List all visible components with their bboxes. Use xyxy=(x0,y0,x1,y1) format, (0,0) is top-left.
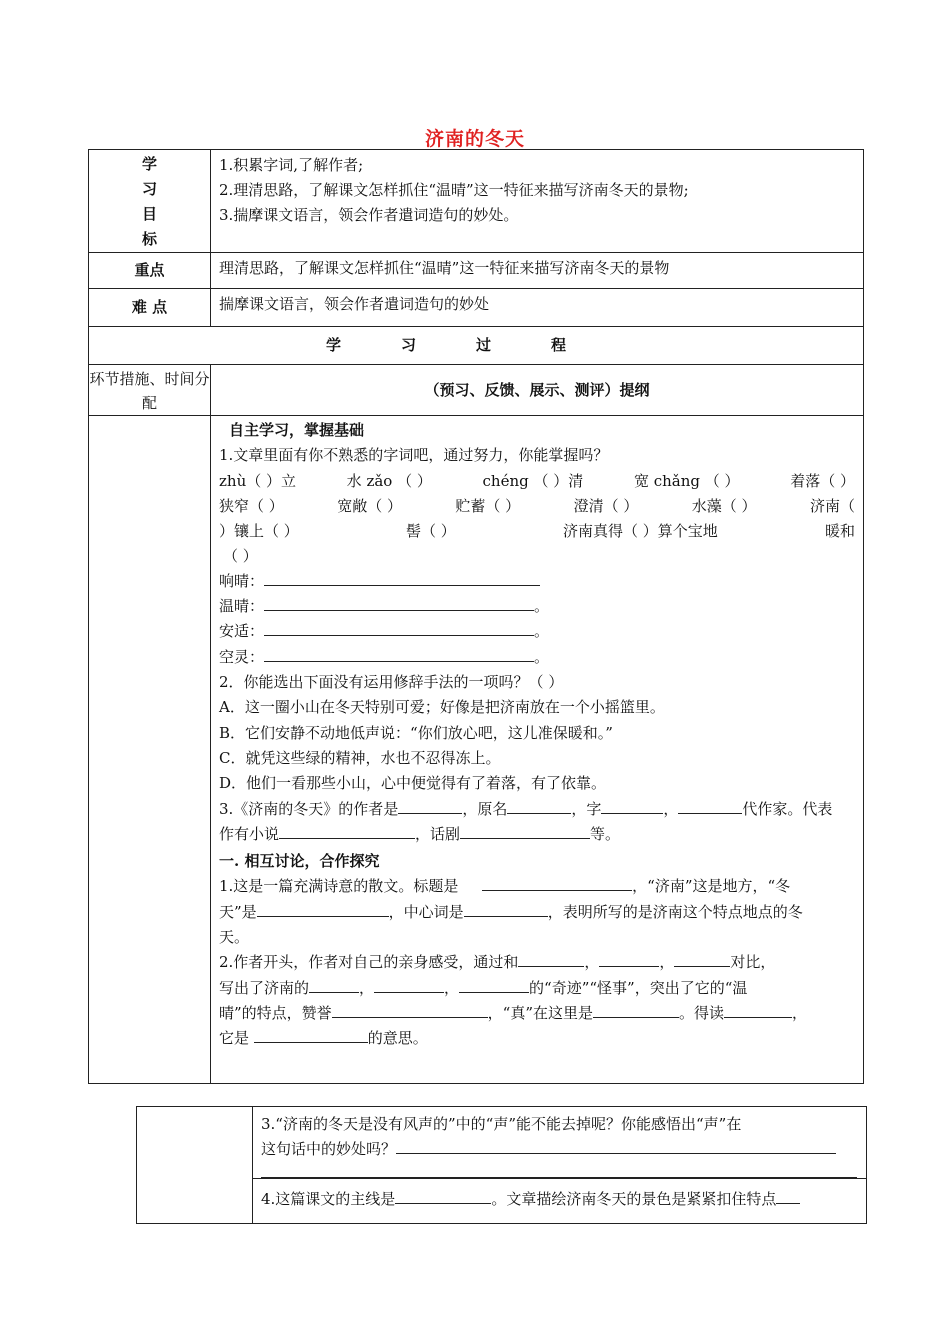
q-text: 。得读 xyxy=(679,1003,725,1022)
answer-blank[interactable] xyxy=(459,976,529,993)
character-item: 水藻（ ） xyxy=(691,496,757,515)
q-text: 的意思。 xyxy=(367,1029,428,1048)
word-label: 响晴： xyxy=(219,571,265,590)
word-label: 空灵： xyxy=(219,647,265,666)
pinyin-row xyxy=(219,469,855,494)
answer-blank[interactable] xyxy=(264,569,540,586)
character-item: 暖和 xyxy=(824,521,855,540)
q3-text: ，字 xyxy=(571,799,602,818)
page2-q3-cont xyxy=(261,1137,858,1162)
goal-item: 1.积累字词,了解作者; xyxy=(219,156,364,174)
page2-q3: 3.“济南的冬天是没有风声的”中的“声”能不能去掉呢？你能感悟出“声”在 xyxy=(261,1115,742,1133)
q3-text: ，原名 xyxy=(462,799,508,818)
goals-label-char: 标 xyxy=(141,230,157,248)
word-meaning-line: 温晴： 。 xyxy=(219,594,855,619)
q3-text: ，话剧 xyxy=(415,824,461,843)
answer-blank[interactable] xyxy=(264,619,534,636)
q-text: 的“奇迹”“怪事”，突出了它的“温 xyxy=(529,978,748,997)
q3-text: 3.《济南的冬天》的作者是 xyxy=(219,799,399,818)
character-item: ）镶上（ ） xyxy=(219,521,299,540)
column-right-header: （预习、反馈、展示、测评）提纲 xyxy=(211,365,864,416)
left-empty-cell xyxy=(137,1107,253,1224)
continued-table xyxy=(136,1106,867,1224)
q-text: ，表明所写的是济南这个特点地点的冬 xyxy=(547,902,803,921)
left-empty-cell xyxy=(89,416,211,1084)
goals-content xyxy=(211,150,864,253)
discussion-q2: 2.作者开头，作者对自己的亲身感受，通过和 ， ， 对比， xyxy=(219,950,855,975)
answer-blank[interactable] xyxy=(507,797,571,814)
goal-item: 2.理清思路，了解课文怎样抓住“温晴”这一特征来描写济南冬天的景物; xyxy=(219,181,689,199)
answer-blank[interactable] xyxy=(309,976,359,993)
section-heading: 自主学习，掌握基础 xyxy=(229,421,365,439)
answer-blank[interactable] xyxy=(464,900,548,917)
pinyin-item: 宽 chǎng （ ） xyxy=(633,471,740,490)
character-row xyxy=(219,494,855,519)
q-text: 1.这是一篇充满诗意的散文。标题是 xyxy=(219,877,459,896)
q-text: ，“济南”这是地方，“冬 xyxy=(632,877,791,896)
character-item: 宽敞（ ） xyxy=(337,496,402,515)
process-title: 学习过程 xyxy=(89,327,864,365)
goals-label-char: 学 xyxy=(141,155,157,173)
answer-blank[interactable] xyxy=(374,976,444,993)
word-meaning-line xyxy=(219,569,855,594)
answer-blank[interactable] xyxy=(395,1187,491,1204)
goal-item: 3.揣摩课文语言，领会作者遣词造句的妙处。 xyxy=(219,206,519,224)
pinyin-item: 着落（ ） xyxy=(790,471,855,490)
column-left-header: 环节措施、时间分配 xyxy=(89,365,211,416)
study-plan-table xyxy=(88,149,864,1084)
answer-blank[interactable] xyxy=(724,1001,792,1018)
difficulty-label: 难 点 xyxy=(89,289,211,327)
section-heading: 一. 相互讨论，合作探究 xyxy=(219,852,380,871)
q-text: ，“真”在这里是 xyxy=(487,1003,594,1022)
q-text: 写出了济南的 xyxy=(219,978,310,997)
focus-label: 重点 xyxy=(89,253,211,289)
difficulty-text: 揣摩课文语言，领会作者遣词造句的妙处 xyxy=(211,289,864,327)
word-meaning-line: 安适： 。 xyxy=(219,619,855,644)
answer-blank[interactable] xyxy=(678,797,742,814)
focus-text: 理清思路，了解课文怎样抓住“温晴”这一特征来描写济南冬天的景物 xyxy=(211,253,864,289)
discussion-q1-end: 天。 xyxy=(219,928,250,947)
outline-content xyxy=(211,416,864,1084)
page2-q4 xyxy=(261,1187,858,1212)
option-b: B．它们安静不动地低声说：“你们放心吧，这儿准保暖和。” xyxy=(219,723,613,742)
option-d: D．他们一看那些小山，心中便觉得有了着落，有了依靠。 xyxy=(219,774,607,793)
pinyin-item: zhù（ ）立 xyxy=(219,471,296,490)
word-label: 温晴： xyxy=(219,597,265,616)
goals-label xyxy=(89,150,211,253)
q3-text: 作有小说 xyxy=(219,824,280,843)
answer-blank[interactable] xyxy=(257,900,389,917)
character-item: 贮蓄（ ） xyxy=(455,496,521,515)
answer-blank[interactable] xyxy=(264,594,534,611)
answer-blank[interactable] xyxy=(460,822,590,839)
word-label: 安适： xyxy=(219,622,265,641)
option-a: A．这一圈小山在冬天特别可爱；好像是把济南放在一个小摇篮里。 xyxy=(219,698,665,717)
discussion-q1-cont xyxy=(219,900,855,925)
discussion-q2-cont: 晴”的特点，赞誉 ，“真”在这里是 。得读 ， xyxy=(219,1001,855,1026)
character-item: （ ） xyxy=(223,546,258,565)
q-text: 4.这篇课文的主线是 xyxy=(261,1189,396,1208)
q-text: 它是 xyxy=(219,1029,250,1048)
character-item: 济南（ xyxy=(809,496,855,515)
q-text: 天”是 xyxy=(219,902,257,921)
discussion-q2-cont: 写出了济南的 ， ， 的“奇迹”“怪事”，突出了它的“温 xyxy=(219,976,855,1001)
answer-blank[interactable] xyxy=(518,950,584,967)
question-2: 2．你能选出下面没有运用修辞手法的一项吗？（ ） xyxy=(219,673,564,692)
discussion-q2-end xyxy=(219,1026,855,1051)
answer-blank[interactable] xyxy=(264,645,534,662)
goals-label-char: 目 xyxy=(141,205,157,223)
character-item: 髻（ ） xyxy=(405,521,456,540)
question-1: 1.文章里面有你不熟悉的字词吧，通过努力，你能掌握吗？ xyxy=(219,446,609,465)
answer-blank[interactable] xyxy=(332,1001,488,1018)
answer-blank[interactable] xyxy=(776,1187,800,1204)
answer-blank[interactable] xyxy=(601,797,663,814)
character-item: 狭窄（ ） xyxy=(219,496,284,515)
pinyin-item: 水 zǎo （ ） xyxy=(346,471,432,490)
discussion-q1 xyxy=(219,874,855,899)
option-c: C．就凭这些绿的精神，水也不忍得冻上。 xyxy=(219,748,501,767)
answer-blank[interactable] xyxy=(396,1137,836,1154)
q-text: 这句话中的妙处吗？ xyxy=(261,1140,397,1159)
pinyin-item: chéng （ ）清 xyxy=(482,471,584,490)
answer-blank[interactable] xyxy=(398,797,462,814)
answer-blank[interactable] xyxy=(279,822,415,839)
character-item: 澄清（ ） xyxy=(573,496,639,515)
q-text: ，中心词是 xyxy=(388,902,464,921)
answer-blank[interactable] xyxy=(254,1026,368,1043)
question-3: 3.《济南的冬天》的作者是 ，原名 ，字 ， 代作家。代表 xyxy=(219,797,855,822)
q3-text: 代作家。代表 xyxy=(742,799,833,818)
character-row xyxy=(219,519,855,544)
q-text: 2.作者开头，作者对自己的亲身感受，通过和 xyxy=(219,953,519,972)
q-text: 对比， xyxy=(730,953,776,972)
answer-blank[interactable] xyxy=(599,950,659,967)
question-3-cell xyxy=(253,1107,867,1179)
answer-blank[interactable] xyxy=(482,874,632,891)
q3-text: 等。 xyxy=(590,824,621,843)
question-4-cell xyxy=(253,1178,867,1223)
q-text: 晴”的特点，赞誉 xyxy=(219,1003,332,1022)
word-meaning-line: 空灵： 。 xyxy=(219,645,855,670)
q-text: 。文章描绘济南冬天的景色是紧紧扣住特点 xyxy=(491,1189,777,1208)
answer-blank[interactable] xyxy=(674,950,730,967)
goals-label-char: 习 xyxy=(141,180,157,198)
question-3-cont xyxy=(219,822,855,847)
answer-blank[interactable] xyxy=(593,1001,679,1018)
character-item: 济南真得（ ）算个宝地 xyxy=(562,521,718,540)
page-title: 济南的冬天 xyxy=(424,128,525,150)
